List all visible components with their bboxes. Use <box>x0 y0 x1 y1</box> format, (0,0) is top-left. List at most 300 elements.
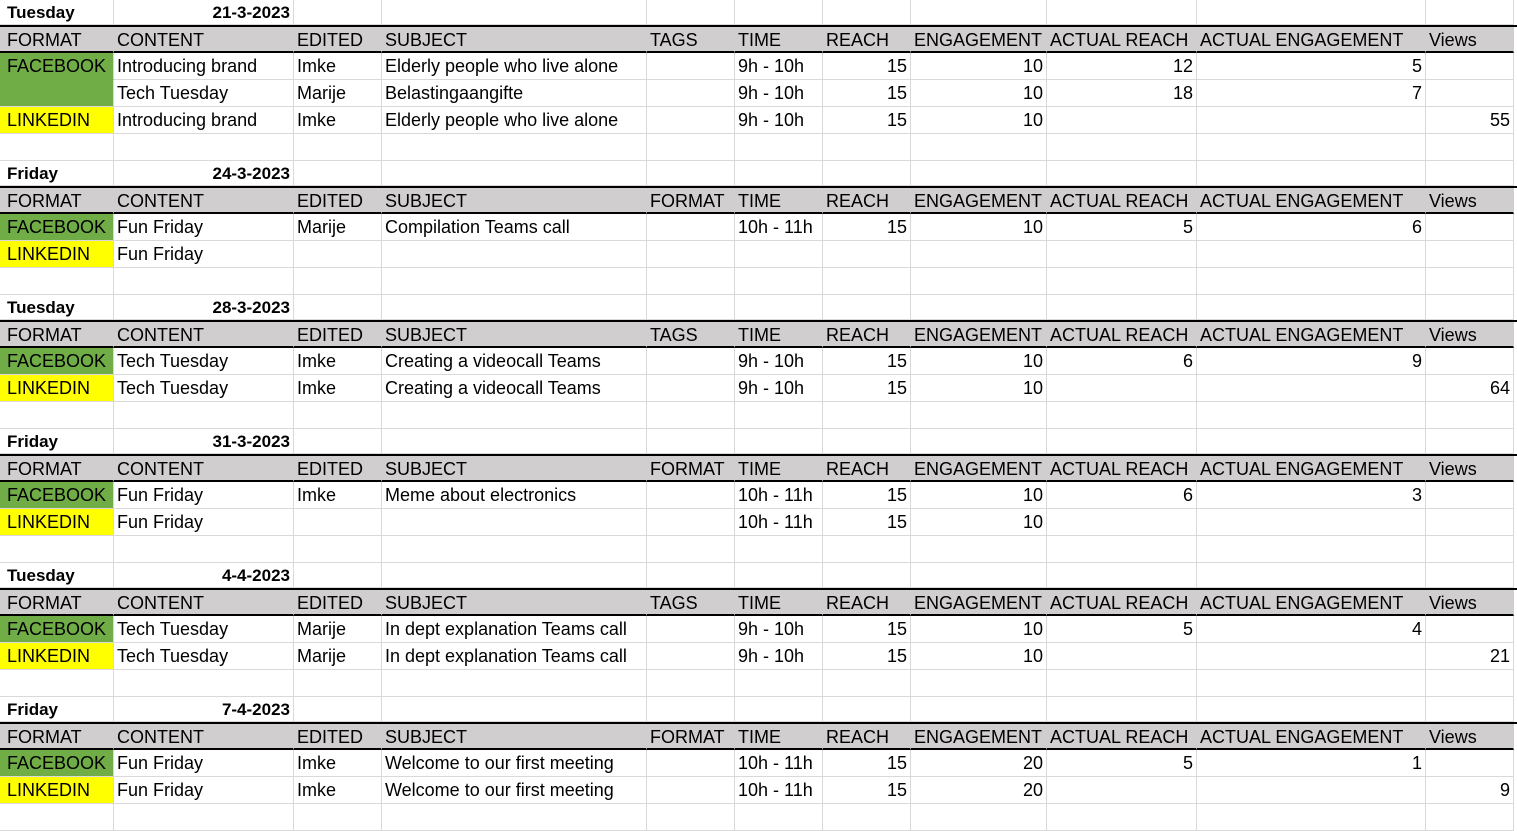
empty-cell[interactable] <box>823 670 911 697</box>
empty-cell[interactable] <box>823 536 911 563</box>
empty-cell[interactable] <box>1426 563 1514 588</box>
cell-content[interactable]: Fun Friday <box>114 509 294 536</box>
header-subject[interactable]: SUBJECT <box>382 724 647 750</box>
cell-engagement[interactable]: 20 <box>911 750 1047 777</box>
cell-time[interactable]: 10h - 11h <box>735 509 823 536</box>
empty-cell[interactable] <box>911 429 1047 454</box>
cell-time[interactable]: 9h - 10h <box>735 53 823 80</box>
cell-subject[interactable]: In dept explanation Teams call <box>382 643 647 670</box>
header-subject[interactable]: SUBJECT <box>382 322 647 348</box>
cell-engagement[interactable]: 10 <box>911 375 1047 402</box>
cell-col4[interactable] <box>647 107 735 134</box>
empty-cell[interactable] <box>1197 563 1426 588</box>
empty-cell[interactable] <box>647 161 735 186</box>
empty-cell[interactable] <box>1197 536 1426 563</box>
header-format[interactable]: FORMAT <box>0 27 114 53</box>
cell-time[interactable]: 9h - 10h <box>735 107 823 134</box>
cell-views[interactable] <box>1426 241 1514 268</box>
empty-cell[interactable] <box>735 429 823 454</box>
cell-engagement[interactable]: 10 <box>911 348 1047 375</box>
header-col4[interactable]: TAGS <box>647 322 735 348</box>
empty-cell[interactable] <box>647 536 735 563</box>
empty-cell[interactable] <box>382 0 647 25</box>
empty-cell[interactable] <box>911 134 1047 161</box>
header-actual-reach[interactable]: ACTUAL REACH <box>1047 456 1197 482</box>
empty-cell[interactable] <box>1197 295 1426 320</box>
empty-cell[interactable] <box>1197 268 1426 295</box>
cell-subject[interactable]: Compilation Teams call <box>382 214 647 241</box>
cell-col4[interactable] <box>647 750 735 777</box>
cell-format[interactable]: FACEBOOK <box>0 482 114 509</box>
cell-time[interactable]: 10h - 11h <box>735 482 823 509</box>
cell-content[interactable]: Tech Tuesday <box>114 80 294 107</box>
cell-reach[interactable]: 15 <box>823 375 911 402</box>
empty-cell[interactable] <box>1197 161 1426 186</box>
header-content[interactable]: CONTENT <box>114 188 294 214</box>
cell-subject[interactable]: Creating a videocall Teams <box>382 348 647 375</box>
header-engagement[interactable]: ENGAGEMENT <box>911 590 1047 616</box>
empty-cell[interactable] <box>382 268 647 295</box>
date-cell[interactable]: 24-3-2023 <box>114 161 294 186</box>
cell-engagement[interactable]: 10 <box>911 509 1047 536</box>
cell-engagement[interactable]: 20 <box>911 777 1047 804</box>
cell-format[interactable]: LINKEDIN <box>0 241 114 268</box>
day-cell[interactable]: Tuesday <box>0 563 114 588</box>
header-col4[interactable]: TAGS <box>647 590 735 616</box>
cell-views[interactable] <box>1426 509 1514 536</box>
empty-cell[interactable] <box>1426 402 1514 429</box>
cell-edited[interactable]: Imke <box>294 482 382 509</box>
cell-format[interactable]: LINKEDIN <box>0 107 114 134</box>
header-views[interactable]: Views <box>1426 456 1514 482</box>
header-content[interactable]: CONTENT <box>114 590 294 616</box>
cell-views[interactable]: 64 <box>1426 375 1514 402</box>
header-actual-engagement[interactable]: ACTUAL ENGAGEMENT <box>1197 27 1426 53</box>
cell-actual-engagement[interactable]: 7 <box>1197 80 1426 107</box>
cell-actual-reach[interactable]: 5 <box>1047 214 1197 241</box>
empty-cell[interactable] <box>735 563 823 588</box>
cell-col4[interactable] <box>647 616 735 643</box>
cell-engagement[interactable]: 10 <box>911 214 1047 241</box>
header-time[interactable]: TIME <box>735 188 823 214</box>
empty-cell[interactable] <box>294 697 382 722</box>
empty-cell[interactable] <box>382 295 647 320</box>
cell-actual-reach[interactable] <box>1047 643 1197 670</box>
cell-col4[interactable] <box>647 80 735 107</box>
empty-cell[interactable] <box>1047 134 1197 161</box>
cell-time[interactable]: 9h - 10h <box>735 348 823 375</box>
cell-col4[interactable] <box>647 375 735 402</box>
header-views[interactable]: Views <box>1426 188 1514 214</box>
empty-cell[interactable] <box>735 161 823 186</box>
cell-content[interactable]: Fun Friday <box>114 241 294 268</box>
empty-cell[interactable] <box>735 295 823 320</box>
cell-views[interactable] <box>1426 348 1514 375</box>
cell-content[interactable]: Fun Friday <box>114 214 294 241</box>
cell-actual-engagement[interactable]: 5 <box>1197 53 1426 80</box>
empty-cell[interactable] <box>1197 0 1426 25</box>
cell-actual-engagement[interactable]: 1 <box>1197 750 1426 777</box>
cell-col4[interactable] <box>647 643 735 670</box>
header-subject[interactable]: SUBJECT <box>382 456 647 482</box>
cell-views[interactable] <box>1426 482 1514 509</box>
empty-cell[interactable] <box>1047 0 1197 25</box>
cell-reach[interactable]: 15 <box>823 616 911 643</box>
header-engagement[interactable]: ENGAGEMENT <box>911 188 1047 214</box>
cell-edited[interactable] <box>294 509 382 536</box>
empty-cell[interactable] <box>1047 536 1197 563</box>
empty-cell[interactable] <box>382 134 647 161</box>
header-actual-reach[interactable]: ACTUAL REACH <box>1047 27 1197 53</box>
cell-col4[interactable] <box>647 348 735 375</box>
empty-cell[interactable] <box>647 804 735 831</box>
date-cell[interactable]: 28-3-2023 <box>114 295 294 320</box>
empty-cell[interactable] <box>1047 402 1197 429</box>
empty-cell[interactable] <box>0 804 114 831</box>
header-engagement[interactable]: ENGAGEMENT <box>911 27 1047 53</box>
cell-time[interactable]: 9h - 10h <box>735 80 823 107</box>
cell-actual-reach[interactable] <box>1047 509 1197 536</box>
header-reach[interactable]: REACH <box>823 188 911 214</box>
empty-cell[interactable] <box>294 536 382 563</box>
empty-cell[interactable] <box>1426 697 1514 722</box>
empty-cell[interactable] <box>735 536 823 563</box>
header-edited[interactable]: EDITED <box>294 724 382 750</box>
empty-cell[interactable] <box>1047 670 1197 697</box>
cell-actual-reach[interactable]: 6 <box>1047 348 1197 375</box>
cell-engagement[interactable]: 10 <box>911 107 1047 134</box>
cell-format[interactable]: LINKEDIN <box>0 509 114 536</box>
header-engagement[interactable]: ENGAGEMENT <box>911 724 1047 750</box>
cell-content[interactable]: Tech Tuesday <box>114 348 294 375</box>
empty-cell[interactable] <box>1426 268 1514 295</box>
empty-cell[interactable] <box>735 697 823 722</box>
empty-cell[interactable] <box>1047 429 1197 454</box>
empty-cell[interactable] <box>1426 804 1514 831</box>
header-views[interactable]: Views <box>1426 724 1514 750</box>
empty-cell[interactable] <box>911 536 1047 563</box>
header-format[interactable]: FORMAT <box>0 590 114 616</box>
header-actual-engagement[interactable]: ACTUAL ENGAGEMENT <box>1197 188 1426 214</box>
header-col4[interactable]: FORMAT <box>647 456 735 482</box>
empty-cell[interactable] <box>823 429 911 454</box>
cell-views[interactable] <box>1426 53 1514 80</box>
cell-edited[interactable]: Marije <box>294 616 382 643</box>
cell-subject[interactable]: Elderly people who live alone <box>382 53 647 80</box>
cell-actual-engagement[interactable] <box>1197 375 1426 402</box>
cell-actual-reach[interactable]: 5 <box>1047 750 1197 777</box>
empty-cell[interactable] <box>911 161 1047 186</box>
cell-content[interactable]: Tech Tuesday <box>114 643 294 670</box>
cell-edited[interactable]: Imke <box>294 750 382 777</box>
cell-subject[interactable]: Creating a videocall Teams <box>382 375 647 402</box>
header-content[interactable]: CONTENT <box>114 27 294 53</box>
header-col4[interactable]: FORMAT <box>647 188 735 214</box>
cell-format[interactable] <box>0 80 114 107</box>
empty-cell[interactable] <box>0 402 114 429</box>
header-actual-reach[interactable]: ACTUAL REACH <box>1047 188 1197 214</box>
empty-cell[interactable] <box>294 161 382 186</box>
cell-actual-engagement[interactable] <box>1197 777 1426 804</box>
cell-time[interactable]: 9h - 10h <box>735 375 823 402</box>
cell-actual-reach[interactable]: 12 <box>1047 53 1197 80</box>
header-content[interactable]: CONTENT <box>114 322 294 348</box>
cell-actual-reach[interactable]: 5 <box>1047 616 1197 643</box>
header-reach[interactable]: REACH <box>823 590 911 616</box>
empty-cell[interactable] <box>0 268 114 295</box>
header-col4[interactable]: TAGS <box>647 27 735 53</box>
empty-cell[interactable] <box>1197 804 1426 831</box>
cell-subject[interactable]: Welcome to our first meeting <box>382 750 647 777</box>
cell-reach[interactable]: 15 <box>823 750 911 777</box>
empty-cell[interactable] <box>911 0 1047 25</box>
empty-cell[interactable] <box>1197 134 1426 161</box>
cell-edited[interactable]: Imke <box>294 53 382 80</box>
header-actual-reach[interactable]: ACTUAL REACH <box>1047 590 1197 616</box>
empty-cell[interactable] <box>823 134 911 161</box>
header-subject[interactable]: SUBJECT <box>382 590 647 616</box>
empty-cell[interactable] <box>911 563 1047 588</box>
cell-format[interactable]: FACEBOOK <box>0 53 114 80</box>
day-cell[interactable]: Friday <box>0 697 114 722</box>
header-views[interactable]: Views <box>1426 27 1514 53</box>
cell-format[interactable]: FACEBOOK <box>0 214 114 241</box>
cell-subject[interactable]: Belastingaangifte <box>382 80 647 107</box>
cell-reach[interactable]: 15 <box>823 53 911 80</box>
cell-subject[interactable] <box>382 241 647 268</box>
empty-cell[interactable] <box>0 670 114 697</box>
cell-content[interactable]: Fun Friday <box>114 750 294 777</box>
empty-cell[interactable] <box>382 697 647 722</box>
cell-edited[interactable]: Marije <box>294 643 382 670</box>
empty-cell[interactable] <box>294 134 382 161</box>
empty-cell[interactable] <box>382 429 647 454</box>
empty-cell[interactable] <box>382 536 647 563</box>
header-col4[interactable]: FORMAT <box>647 724 735 750</box>
date-cell[interactable]: 21-3-2023 <box>114 0 294 25</box>
cell-edited[interactable]: Imke <box>294 107 382 134</box>
empty-cell[interactable] <box>1047 268 1197 295</box>
cell-edited[interactable]: Imke <box>294 777 382 804</box>
cell-subject[interactable]: Meme about electronics <box>382 482 647 509</box>
header-edited[interactable]: EDITED <box>294 456 382 482</box>
cell-col4[interactable] <box>647 214 735 241</box>
header-format[interactable]: FORMAT <box>0 322 114 348</box>
cell-time[interactable]: 9h - 10h <box>735 643 823 670</box>
empty-cell[interactable] <box>911 670 1047 697</box>
empty-cell[interactable] <box>647 0 735 25</box>
empty-cell[interactable] <box>1426 134 1514 161</box>
cell-actual-reach[interactable] <box>1047 241 1197 268</box>
cell-reach[interactable]: 15 <box>823 643 911 670</box>
empty-cell[interactable] <box>647 563 735 588</box>
empty-cell[interactable] <box>294 402 382 429</box>
cell-views[interactable]: 55 <box>1426 107 1514 134</box>
empty-cell[interactable] <box>382 161 647 186</box>
cell-actual-engagement[interactable]: 4 <box>1197 616 1426 643</box>
empty-cell[interactable] <box>1426 0 1514 25</box>
cell-engagement[interactable] <box>911 241 1047 268</box>
cell-reach[interactable]: 15 <box>823 214 911 241</box>
empty-cell[interactable] <box>114 670 294 697</box>
cell-actual-reach[interactable] <box>1047 777 1197 804</box>
cell-actual-reach[interactable] <box>1047 375 1197 402</box>
header-actual-reach[interactable]: ACTUAL REACH <box>1047 322 1197 348</box>
empty-cell[interactable] <box>114 402 294 429</box>
cell-content[interactable]: Introducing brand <box>114 53 294 80</box>
empty-cell[interactable] <box>294 268 382 295</box>
header-time[interactable]: TIME <box>735 322 823 348</box>
cell-reach[interactable]: 15 <box>823 482 911 509</box>
empty-cell[interactable] <box>823 563 911 588</box>
header-engagement[interactable]: ENGAGEMENT <box>911 322 1047 348</box>
cell-views[interactable] <box>1426 616 1514 643</box>
empty-cell[interactable] <box>294 429 382 454</box>
cell-col4[interactable] <box>647 509 735 536</box>
cell-edited[interactable]: Marije <box>294 80 382 107</box>
cell-actual-engagement[interactable] <box>1197 241 1426 268</box>
empty-cell[interactable] <box>1426 295 1514 320</box>
empty-cell[interactable] <box>647 697 735 722</box>
empty-cell[interactable] <box>647 402 735 429</box>
empty-cell[interactable] <box>823 268 911 295</box>
cell-engagement[interactable]: 10 <box>911 53 1047 80</box>
cell-format[interactable]: FACEBOOK <box>0 348 114 375</box>
empty-cell[interactable] <box>114 134 294 161</box>
header-actual-reach[interactable]: ACTUAL REACH <box>1047 724 1197 750</box>
cell-format[interactable]: FACEBOOK <box>0 616 114 643</box>
header-actual-engagement[interactable]: ACTUAL ENGAGEMENT <box>1197 590 1426 616</box>
empty-cell[interactable] <box>1197 670 1426 697</box>
cell-views[interactable]: 9 <box>1426 777 1514 804</box>
cell-format[interactable]: LINKEDIN <box>0 777 114 804</box>
empty-cell[interactable] <box>382 402 647 429</box>
header-engagement[interactable]: ENGAGEMENT <box>911 456 1047 482</box>
header-edited[interactable]: EDITED <box>294 590 382 616</box>
header-views[interactable]: Views <box>1426 590 1514 616</box>
empty-cell[interactable] <box>911 697 1047 722</box>
day-cell[interactable]: Friday <box>0 161 114 186</box>
cell-reach[interactable]: 15 <box>823 777 911 804</box>
cell-reach[interactable]: 15 <box>823 107 911 134</box>
empty-cell[interactable] <box>735 402 823 429</box>
empty-cell[interactable] <box>1197 697 1426 722</box>
empty-cell[interactable] <box>647 295 735 320</box>
header-content[interactable]: CONTENT <box>114 724 294 750</box>
empty-cell[interactable] <box>1426 536 1514 563</box>
empty-cell[interactable] <box>735 0 823 25</box>
cell-content[interactable]: Introducing brand <box>114 107 294 134</box>
cell-reach[interactable]: 15 <box>823 509 911 536</box>
cell-time[interactable]: 10h - 11h <box>735 214 823 241</box>
cell-engagement[interactable]: 10 <box>911 482 1047 509</box>
cell-format[interactable]: LINKEDIN <box>0 375 114 402</box>
empty-cell[interactable] <box>911 402 1047 429</box>
cell-subject[interactable]: Elderly people who live alone <box>382 107 647 134</box>
cell-views[interactable] <box>1426 80 1514 107</box>
cell-actual-reach[interactable]: 18 <box>1047 80 1197 107</box>
empty-cell[interactable] <box>0 536 114 563</box>
cell-actual-reach[interactable]: 6 <box>1047 482 1197 509</box>
cell-edited[interactable]: Imke <box>294 348 382 375</box>
header-reach[interactable]: REACH <box>823 456 911 482</box>
empty-cell[interactable] <box>647 670 735 697</box>
cell-time[interactable]: 10h - 11h <box>735 750 823 777</box>
cell-col4[interactable] <box>647 777 735 804</box>
cell-subject[interactable]: Welcome to our first meeting <box>382 777 647 804</box>
empty-cell[interactable] <box>382 563 647 588</box>
date-cell[interactable]: 7-4-2023 <box>114 697 294 722</box>
header-views[interactable]: Views <box>1426 322 1514 348</box>
empty-cell[interactable] <box>647 134 735 161</box>
cell-subject[interactable] <box>382 509 647 536</box>
cell-time[interactable]: 9h - 10h <box>735 616 823 643</box>
cell-actual-engagement[interactable]: 6 <box>1197 214 1426 241</box>
header-actual-engagement[interactable]: ACTUAL ENGAGEMENT <box>1197 322 1426 348</box>
empty-cell[interactable] <box>1426 161 1514 186</box>
cell-col4[interactable] <box>647 53 735 80</box>
empty-cell[interactable] <box>911 295 1047 320</box>
header-edited[interactable]: EDITED <box>294 188 382 214</box>
header-format[interactable]: FORMAT <box>0 188 114 214</box>
header-reach[interactable]: REACH <box>823 27 911 53</box>
empty-cell[interactable] <box>114 268 294 295</box>
cell-time[interactable] <box>735 241 823 268</box>
empty-cell[interactable] <box>294 295 382 320</box>
header-reach[interactable]: REACH <box>823 322 911 348</box>
cell-content[interactable]: Fun Friday <box>114 777 294 804</box>
cell-content[interactable]: Tech Tuesday <box>114 375 294 402</box>
empty-cell[interactable] <box>735 670 823 697</box>
empty-cell[interactable] <box>0 134 114 161</box>
empty-cell[interactable] <box>114 804 294 831</box>
cell-views[interactable] <box>1426 750 1514 777</box>
header-format[interactable]: FORMAT <box>0 456 114 482</box>
cell-time[interactable]: 10h - 11h <box>735 777 823 804</box>
empty-cell[interactable] <box>1047 563 1197 588</box>
header-edited[interactable]: EDITED <box>294 27 382 53</box>
empty-cell[interactable] <box>1047 697 1197 722</box>
header-time[interactable]: TIME <box>735 27 823 53</box>
cell-format[interactable]: LINKEDIN <box>0 643 114 670</box>
empty-cell[interactable] <box>647 429 735 454</box>
cell-edited[interactable]: Imke <box>294 375 382 402</box>
empty-cell[interactable] <box>1047 804 1197 831</box>
empty-cell[interactable] <box>1047 295 1197 320</box>
header-actual-engagement[interactable]: ACTUAL ENGAGEMENT <box>1197 456 1426 482</box>
header-subject[interactable]: SUBJECT <box>382 188 647 214</box>
empty-cell[interactable] <box>823 402 911 429</box>
empty-cell[interactable] <box>735 268 823 295</box>
cell-edited[interactable] <box>294 241 382 268</box>
empty-cell[interactable] <box>735 134 823 161</box>
cell-col4[interactable] <box>647 482 735 509</box>
date-cell[interactable]: 4-4-2023 <box>114 563 294 588</box>
header-subject[interactable]: SUBJECT <box>382 27 647 53</box>
empty-cell[interactable] <box>823 161 911 186</box>
cell-actual-engagement[interactable] <box>1197 107 1426 134</box>
cell-actual-engagement[interactable] <box>1197 509 1426 536</box>
empty-cell[interactable] <box>823 697 911 722</box>
empty-cell[interactable] <box>1197 402 1426 429</box>
header-time[interactable]: TIME <box>735 456 823 482</box>
empty-cell[interactable] <box>1197 429 1426 454</box>
empty-cell[interactable] <box>823 804 911 831</box>
header-time[interactable]: TIME <box>735 724 823 750</box>
cell-reach[interactable]: 15 <box>823 348 911 375</box>
header-edited[interactable]: EDITED <box>294 322 382 348</box>
empty-cell[interactable] <box>911 268 1047 295</box>
